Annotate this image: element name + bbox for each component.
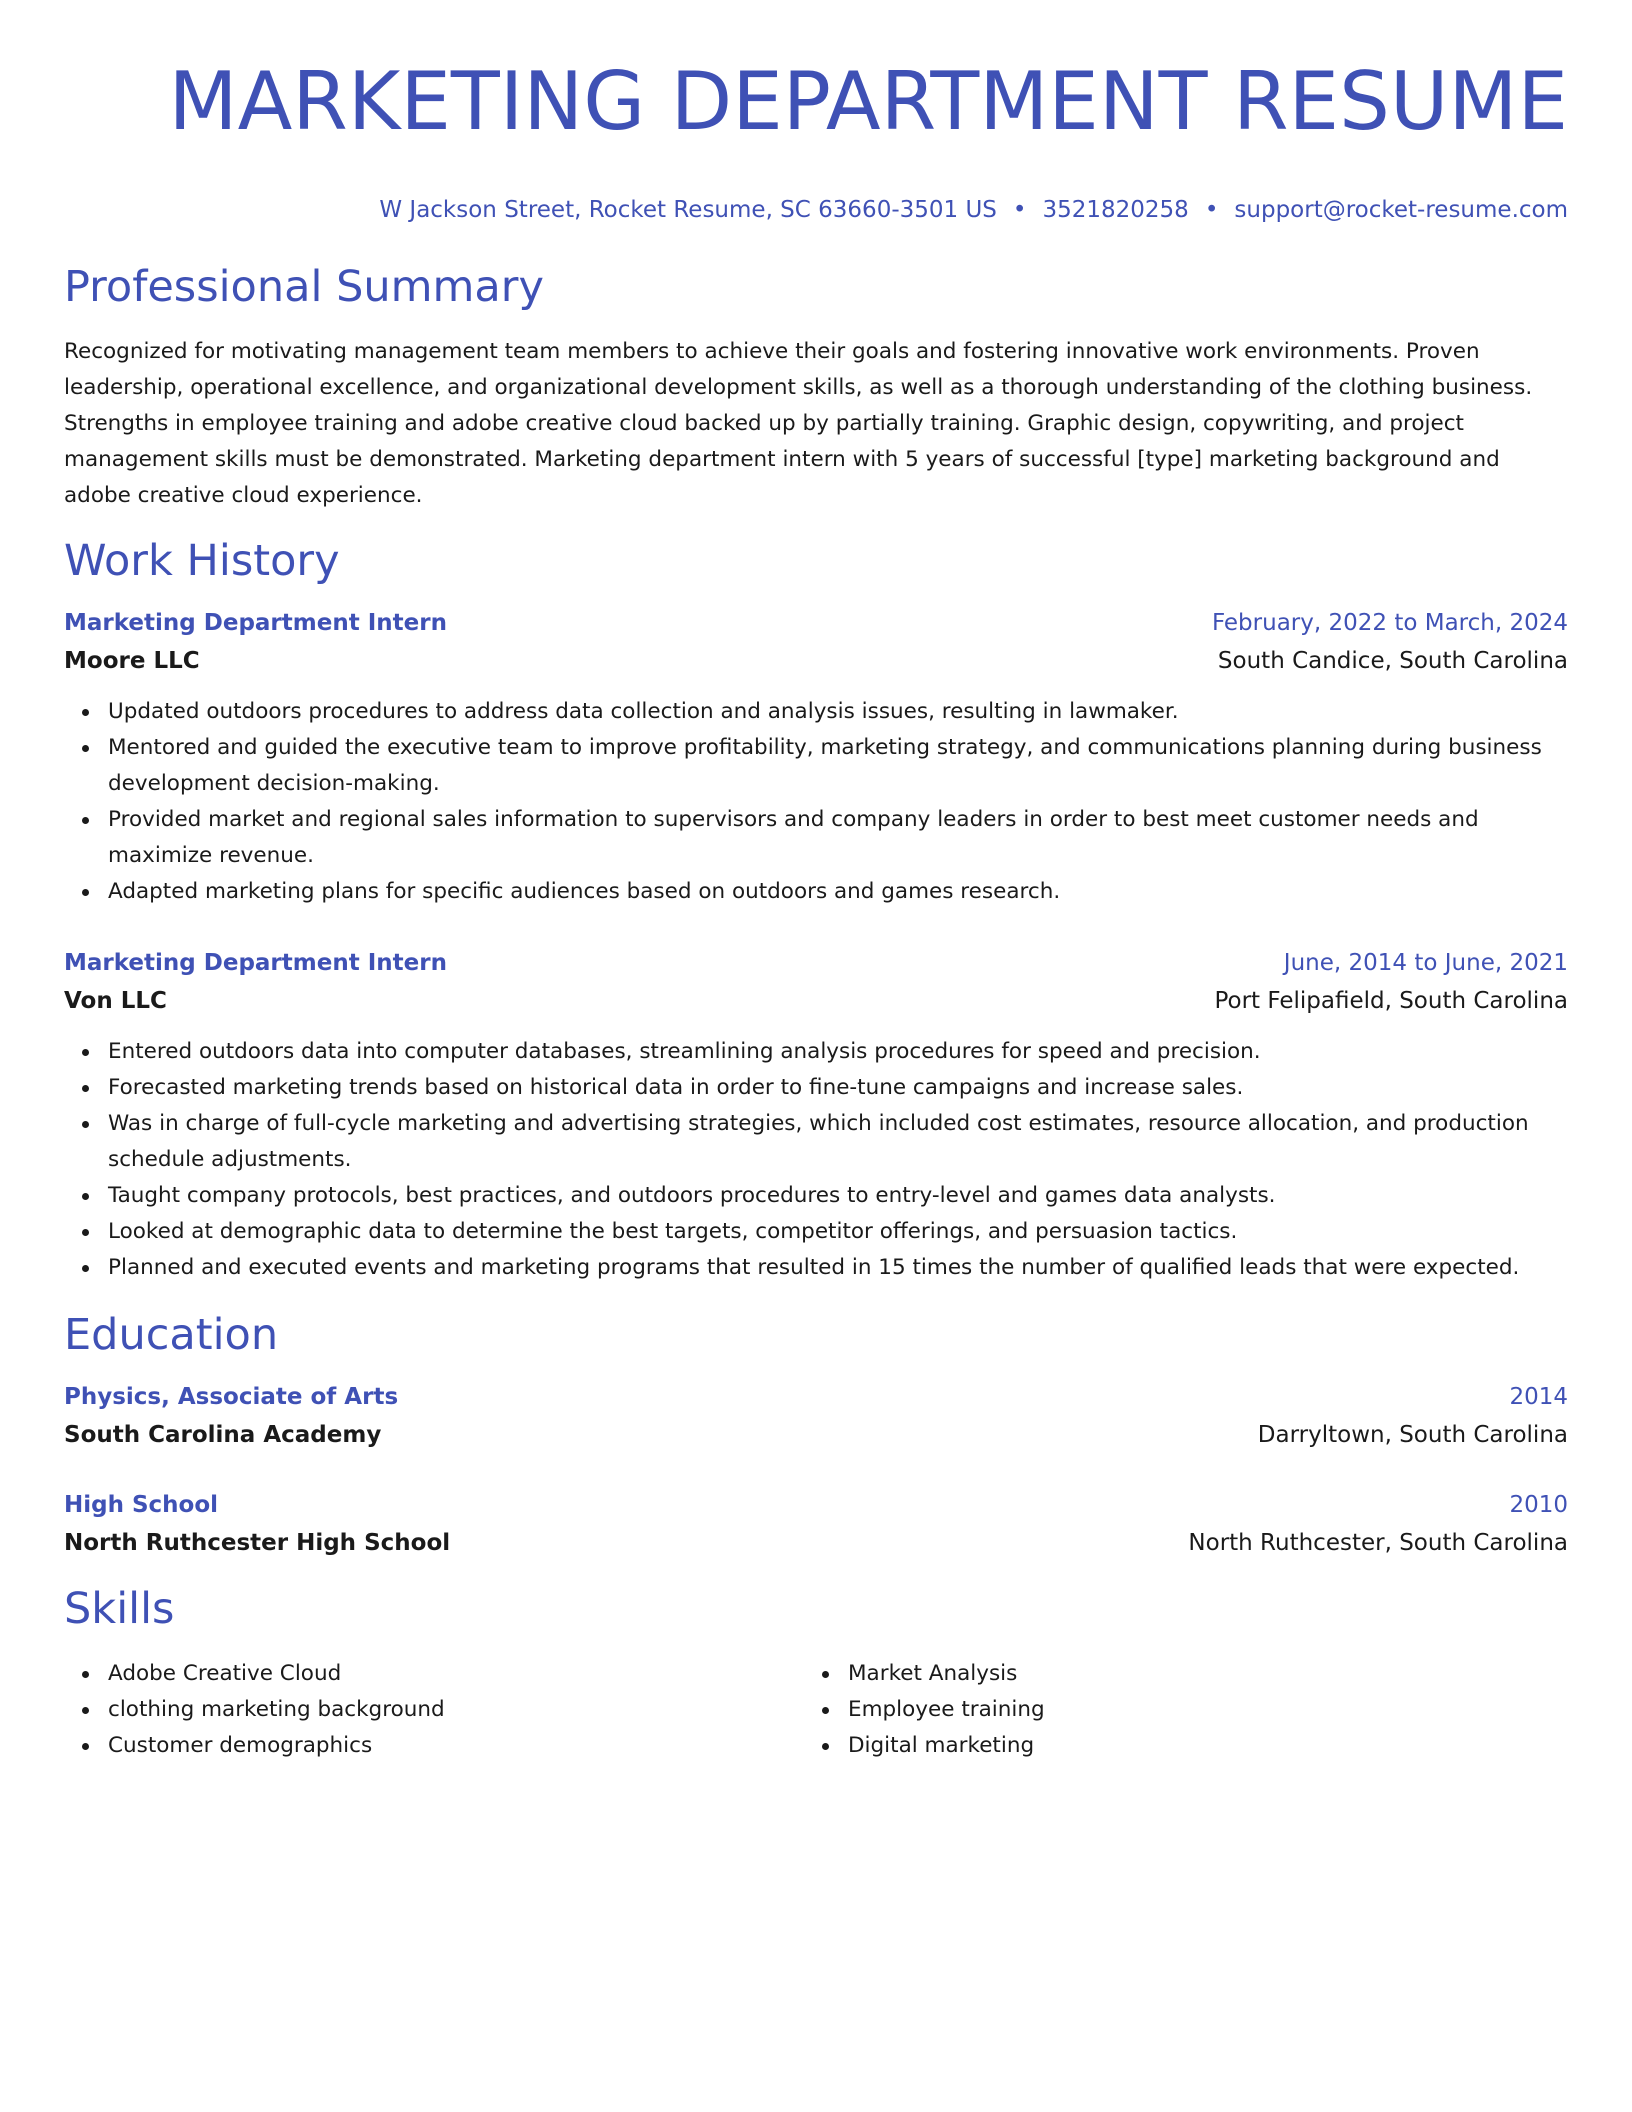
summary-heading: Professional Summary — [64, 262, 544, 312]
skill-item: Employee training — [848, 1692, 1544, 1728]
job-bullet: Mentored and guided the executive team to improve profitability, marketing strategy, and communications planning during business development decision-making. — [108, 730, 1568, 802]
skills-column-left — [64, 1656, 804, 1764]
skills-list — [804, 1656, 1544, 1764]
education-year: 2014 — [1509, 1384, 1568, 1410]
job-bullet: Planned and executed events and marketing programs that resulted in 15 times the number of qualified leads that were expected. — [108, 1250, 1568, 1286]
skill-item: Digital marketing — [848, 1728, 1544, 1764]
job-bullet: Forecasted marketing trends based on historical data in order to fine-tune campaigns and increase sales. — [108, 1070, 1568, 1106]
resume-title: MARKETING DEPARTMENT RESUME — [168, 55, 1568, 148]
education-location: North Ruthcester, South Carolina — [1188, 1530, 1568, 1556]
education-school: South Carolina Academy — [64, 1422, 382, 1448]
skills-grid — [64, 1656, 1568, 1764]
skills-heading: Skills — [64, 1584, 175, 1634]
contact-phone: 3521820258 — [1042, 197, 1189, 223]
education-degree: Physics, Associate of Arts — [64, 1384, 399, 1410]
job-dates: June, 2014 to June, 2021 — [1283, 950, 1568, 976]
contact-separator: • — [1012, 197, 1027, 223]
education-school: North Ruthcester High School — [64, 1530, 451, 1556]
skill-item: Market Analysis — [848, 1656, 1544, 1692]
job-bullet: Was in charge of full-cycle marketing and advertising strategies, which included cost estimates, resource allocation, and production schedule adjustments. — [108, 1106, 1568, 1178]
education-section — [64, 1308, 1568, 1562]
job-dates: February, 2022 to March, 2024 — [1211, 610, 1568, 636]
skill-item: clothing marketing background — [108, 1692, 804, 1728]
job-company: Von LLC — [64, 988, 167, 1014]
summary-text: Recognized for motivating management team members to achieve their goals and fostering innovative work environments. Proven leadership, operational excellence, and organizational development skills, as well as a thorough understanding of the clothing business. Strengths in employee training and adobe creative cloud backed up by partially training. Graphic design, copywriting, and project management skills must be demonstrated. Marketing department intern with 5 years of successful [type] marketing background and adobe creative cloud experience. — [64, 339, 1533, 508]
job-entry — [64, 604, 1568, 910]
job-bullets — [64, 694, 1568, 910]
skills-section — [64, 1582, 1568, 1764]
job-location: South Candice, South Carolina — [1217, 648, 1568, 674]
skills-list — [64, 1656, 804, 1764]
education-degree: High School — [64, 1492, 219, 1518]
job-bullet: Provided market and regional sales information to supervisors and company leaders in order to best meet customer needs and maximize revenue. — [108, 802, 1568, 874]
education-entry — [64, 1486, 1568, 1562]
skill-item: Adobe Creative Cloud — [108, 1656, 804, 1692]
job-bullet: Looked at demographic data to determine the best targets, competitor offerings, and persuasion tactics. — [108, 1214, 1568, 1250]
contact-email: support@rocket-resume.com — [1234, 197, 1568, 223]
education-entry — [64, 1378, 1568, 1454]
job-bullet: Adapted marketing plans for specific audiences based on outdoors and games research. — [108, 874, 1568, 910]
skills-column-right — [804, 1656, 1544, 1764]
skill-item: Customer demographics — [108, 1728, 804, 1764]
job-bullet: Entered outdoors data into computer databases, streamlining analysis procedures for speed and precision. — [108, 1034, 1568, 1070]
job-title: Marketing Department Intern — [64, 610, 447, 636]
contact-line — [64, 194, 1568, 226]
job-company: Moore LLC — [64, 648, 200, 674]
job-bullet: Updated outdoors procedures to address data collection and analysis issues, resulting in lawmaker. — [108, 694, 1568, 730]
job-bullets — [64, 1034, 1568, 1286]
contact-address: W Jackson Street, Rocket Resume, SC 63660-3501 US — [379, 197, 997, 223]
work-history-heading: Work History — [64, 536, 340, 586]
job-title: Marketing Department Intern — [64, 950, 447, 976]
job-location: Port Felipafield, South Carolina — [1214, 988, 1568, 1014]
work-history-section — [64, 534, 1568, 1286]
summary-section — [64, 260, 1568, 514]
job-entry — [64, 944, 1568, 1286]
education-heading: Education — [64, 1310, 279, 1360]
contact-separator: • — [1204, 197, 1219, 223]
education-year: 2010 — [1509, 1492, 1568, 1518]
job-bullet: Taught company protocols, best practices, and outdoors procedures to entry-level and games data analysts. — [108, 1178, 1568, 1214]
education-location: Darryltown, South Carolina — [1257, 1422, 1568, 1448]
